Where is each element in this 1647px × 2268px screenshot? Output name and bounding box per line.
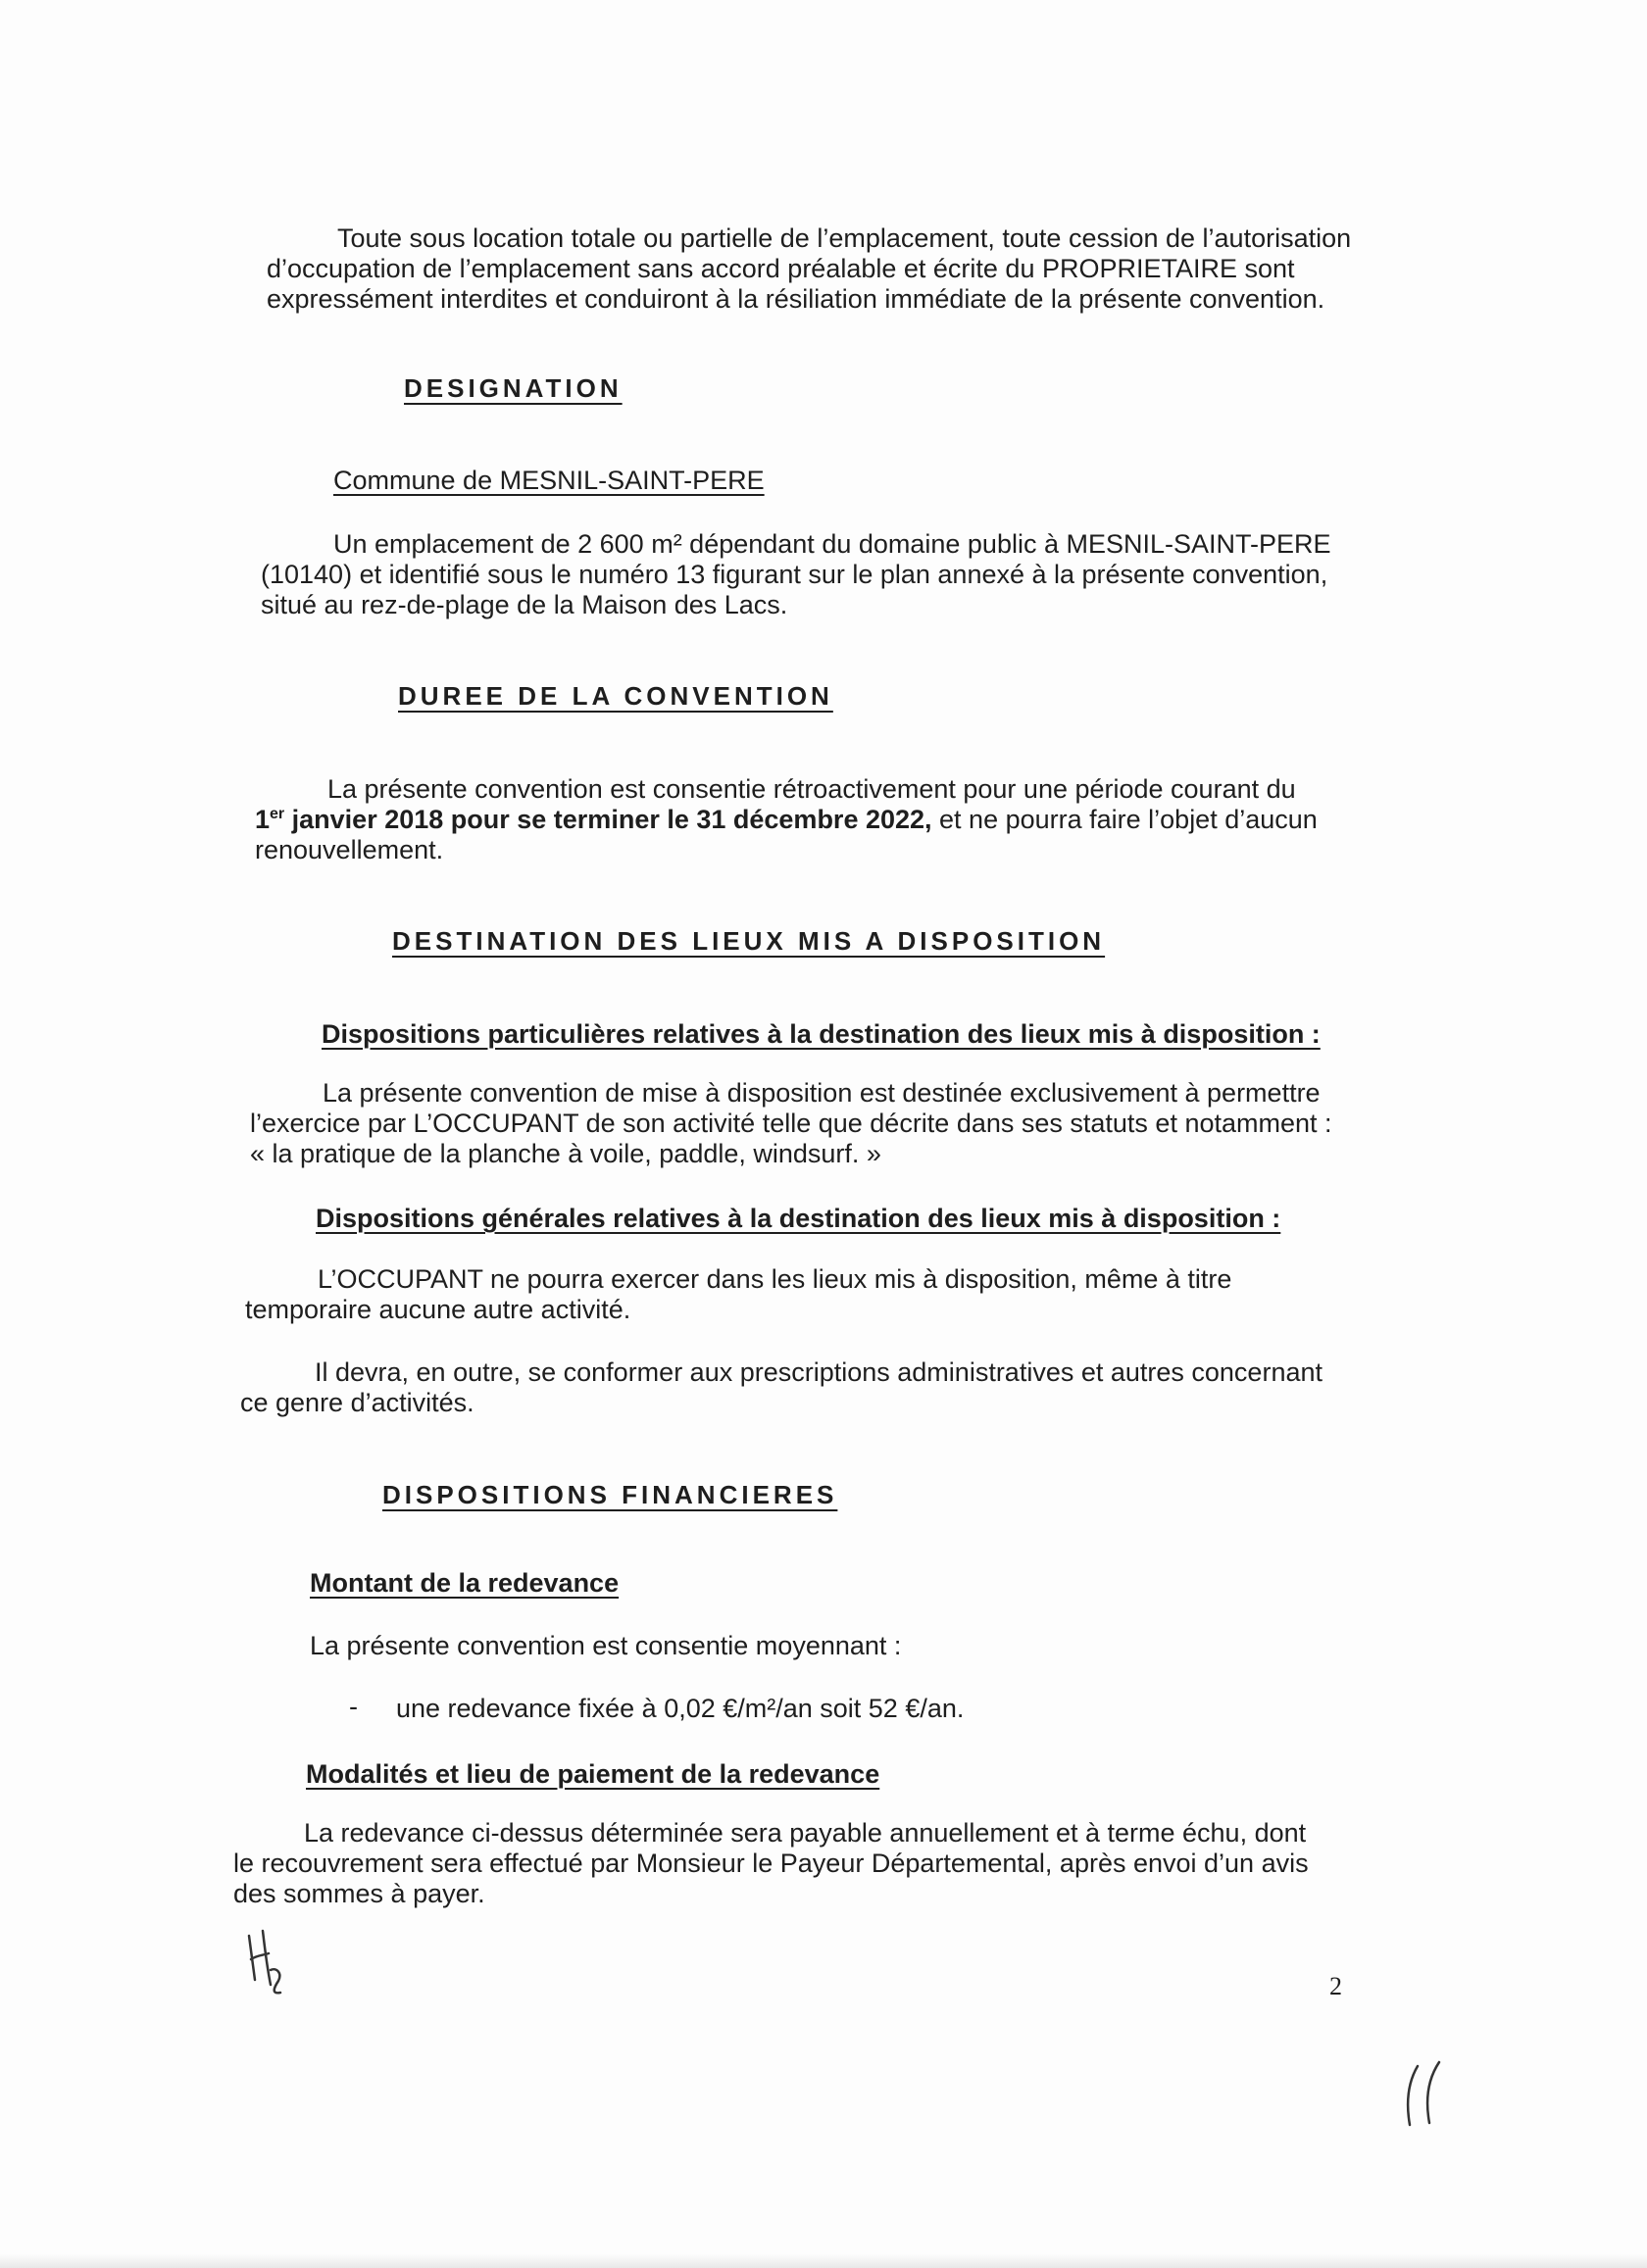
modalites-line: le recouvrement sera effectué par Monsieur le Payeur Départemental, après envoi d’un avis [233,1849,1309,1878]
destination-heading: DESTINATION DES LIEUX MIS A DISPOSITION [392,926,1106,956]
particulieres-line: « la pratique de la planche à voile, paddle, windsurf. » [250,1139,881,1168]
designation-line: Un emplacement de 2 600 m² dépendant du domaine public à MESNIL-SAINT-PERE [333,529,1331,559]
designation-line: situé au rez-de-plage de la Maison des Lacs. [261,590,788,619]
generales-line: L’OCCUPANT ne pourra exercer dans les lieux mis à disposition, même à titre [318,1264,1232,1294]
duree-line [255,805,1382,835]
duree-day-suffix: er [270,806,285,822]
particulieres-paragraph [250,1078,1377,1169]
modalites-paragraph [233,1818,1351,1909]
generales-heading: Dispositions générales relatives à la destination des lieux mis à disposition : [316,1204,1281,1233]
page-number: 2 [1329,1972,1342,2000]
duree-paragraph [255,774,1382,865]
duree-line: renouvellement. [255,835,444,864]
conformer-paragraph [240,1357,1368,1418]
montant-heading: Montant de la redevance [310,1568,620,1598]
intro-line: Toute sous location totale ou partielle de l’emplacement, toute cession de l’autorisation [337,223,1352,253]
conformer-line: Il devra, en outre, se conformer aux prescriptions administratives et autres concernant [315,1357,1323,1387]
duree-line: La présente convention est consentie rétroactivement pour une période courant du [327,774,1296,804]
particulieres-heading: Dispositions particulières relatives à la destination des lieux mis à disposition : [322,1019,1321,1049]
scan-bottom-edge [0,2254,1647,2268]
handwritten-mark-icon [1396,2058,1455,2137]
intro-line: expressément interdites et conduiront à la résiliation immédiate de la présente convention. [267,284,1325,314]
modalites-heading: Modalités et lieu de paiement de la redevance [306,1759,880,1789]
financieres-heading: DISPOSITIONS FINANCIERES [382,1480,838,1509]
designation-line: (10140) et identifié sous le numéro 13 figurant sur le plan annexé à la présente convention, [261,560,1328,589]
duree-day: 1 [255,805,271,834]
particulieres-line: l’exercice par L’OCCUPANT de son activité telle que décrite dans ses statuts et notamment : [250,1109,1332,1138]
duree-rest: et ne pourra faire l’objet d’aucun [931,805,1318,834]
bullet-dash: - [349,1692,358,1721]
generales-line: temporaire aucune autre activité. [245,1295,631,1324]
conformer-line: ce genre d’activités. [240,1388,474,1417]
handwritten-initials-icon [241,1926,310,2004]
redevance-bullet [396,1694,1278,1724]
intro-paragraph [267,223,1384,315]
particulieres-line: La présente convention de mise à disposition est destinée exclusivement à permettre [323,1078,1321,1108]
designation-paragraph [261,529,1388,620]
redevance-text: une redevance fixée à 0,02 €/m²/an soit 52 €/an. [396,1694,965,1723]
intro-line: d’occupation de l’emplacement sans accord préalable et écrite du PROPRIETAIRE sont [267,254,1295,283]
designation-heading: DESIGNATION [404,373,623,403]
generales-paragraph [245,1264,1372,1325]
montant-paragraph [310,1631,1290,1661]
modalites-line: La redevance ci-dessus déterminée sera payable annuellement et à terme échu, dont [304,1818,1307,1848]
commune-label: Commune de MESNIL-SAINT-PERE [333,466,765,495]
duree-heading: DUREE DE LA CONVENTION [398,681,833,711]
duree-dates: janvier 2018 pour se terminer le 31 décembre 2022, [284,805,932,834]
modalites-line: des sommes à payer. [233,1879,485,1908]
montant-line: La présente convention est consentie moyennant : [310,1631,902,1660]
